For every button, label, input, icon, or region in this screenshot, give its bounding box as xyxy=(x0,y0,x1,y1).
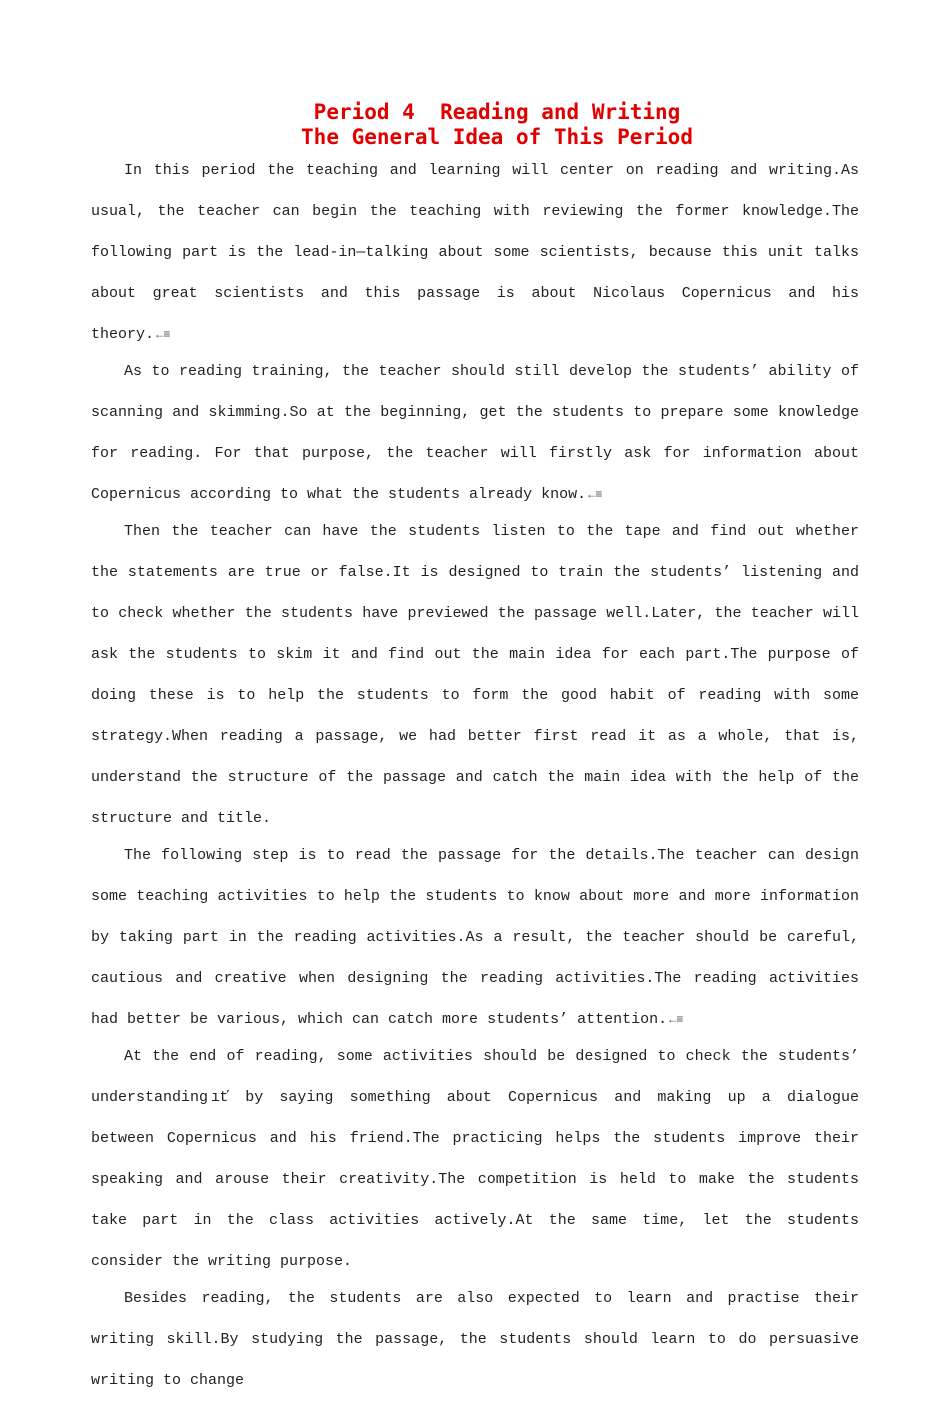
paragraph xyxy=(91,150,859,356)
paragraph-text: Besides reading, the students are also expected to learn and practise their writing skill.By studying the passage, the students should learn to do persuasive writing to change xyxy=(91,1290,859,1389)
paragraph xyxy=(91,835,859,1041)
paragraph xyxy=(91,511,859,840)
page-subtitle: The General Idea of This Period xyxy=(301,125,693,149)
paragraph-text: As to reading training, the teacher should still develop the students’ ability of scanning and skimming.So at the beginning, get the students to prepare some knowledge for reading. For that purpose, the teacher will firstly ask for information about Copernicus according to what the students already know. xyxy=(91,363,859,503)
paragraph xyxy=(91,1278,859,1402)
paragraph-text: At the end of reading, some activities should be designed to check the students’ understanding ıť by saying something about Copernicus and making up a dialogue between Copernicus and his friend.The practicing helps the students improve their speaking and arouse their creativity.The competition is held to make the students take part in the class activities actively.At the same time, let the students consider the writing purpose. xyxy=(91,1048,859,1270)
paragraph-mark: ←≡ xyxy=(588,488,603,502)
paragraph xyxy=(91,1036,859,1283)
page-title: Period 4 Reading and Writing xyxy=(313,100,681,124)
paragraph-text: In this period the teaching and learning will center on reading and writing.As usual, the teacher can begin the teaching with reviewing the former knowledge.The following part is the lead-in—talking about some scientists, because this unit talks about great scientists and this passage is about Nicolaus Copernicus and his theory. xyxy=(91,162,859,343)
paragraph-mark: ←≡ xyxy=(156,328,171,342)
paragraph-mark: ←≡ xyxy=(669,1013,684,1027)
paragraph-text: Then the teacher can have the students listen to the tape and find out whether the statements are true or false.It is designed to train the students’ listening and to check whether the students have previewed the passage well.Later, the teacher will ask the students to skim it and find out the main idea for each part.The purpose of doing these is to help the students to form the good habit of reading with some strategy.When reading a passage, we had better first read it as a whole, that is, understand the structure of the passage and catch the main idea with the help of the structure and title. xyxy=(91,523,859,827)
paragraph xyxy=(91,351,859,516)
paragraph-text: The following step is to read the passage for the details.The teacher can design some teaching activities to help the students to know about more and more information by taking part in the reading activities.As a result, the teacher should be careful, cautious and creative when designing the reading activities.The reading activities had better be various, which can catch more students’ attention. xyxy=(91,847,859,1028)
document-body xyxy=(91,150,859,1397)
